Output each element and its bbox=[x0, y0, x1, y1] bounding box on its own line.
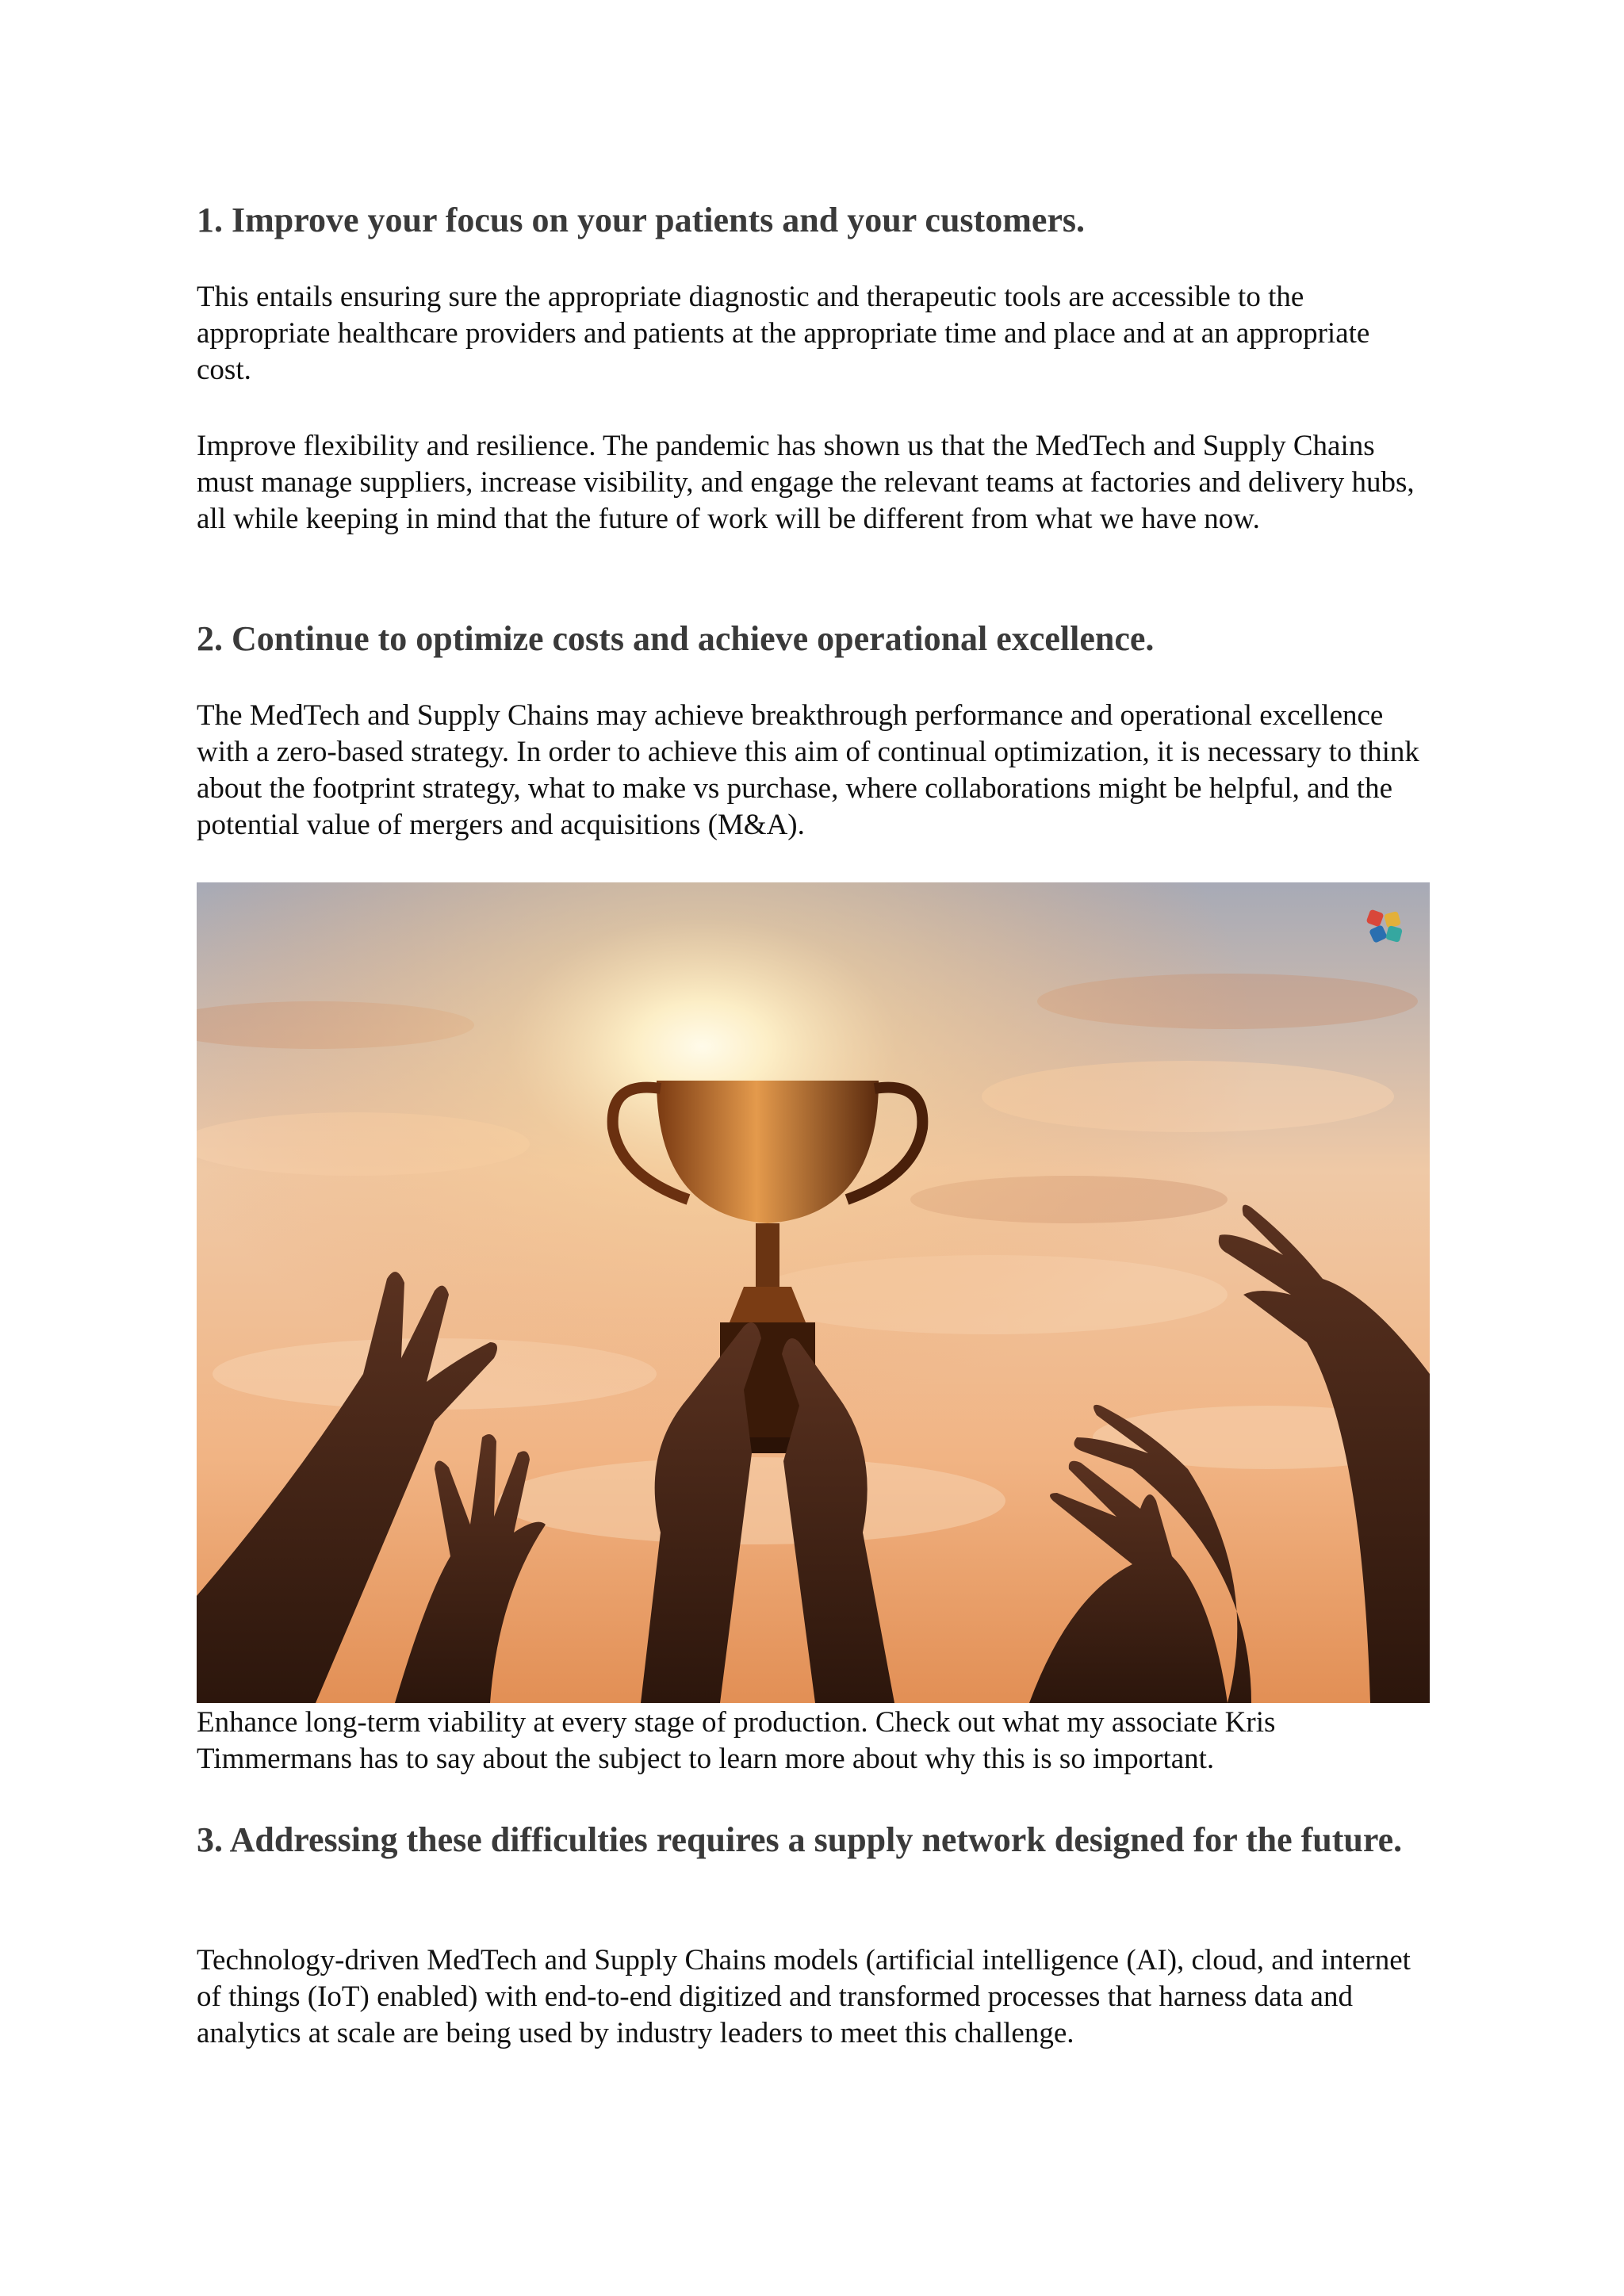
paragraph-3: The MedTech and Supply Chains may achieve breakthrough performance and operational excellence with a zero-based strategy. In order to achieve this aim of continual optimization, it is necessary to think about the footprint strategy, what to make vs purchase, where collaborations might be helpful, and the potential value of mergers and acquisitions (M&A). bbox=[197, 699, 1419, 841]
section-heading-1: 1. Improve your focus on your patients and your customers. bbox=[197, 201, 1086, 239]
colored-knot-logo-icon bbox=[1365, 905, 1406, 946]
section-heading-2: 2. Continue to optimize costs and achieve operational excellence. bbox=[197, 619, 1155, 658]
paragraph-2: Improve flexibility and resilience. The pandemic has shown us that the MedTech and Supply Chains must manage suppliers, increase visibility, and engage the relevant teams at factories and delivery hubs, all while keeping in mind that the future of work will be different from what we have now. bbox=[197, 430, 1415, 535]
paragraph-5: Technology-driven MedTech and Supply Chains models (artificial intelligence (AI), cloud, and internet of things (IoT) enabled) with end-to-end digitized and transformed processes that harness data and analytics at scale are being used by industry leaders to meet this challenge. bbox=[197, 1944, 1411, 2049]
section-heading-3: 3. Addressing these difficulties requires a supply network designed for the future. bbox=[197, 1820, 1403, 1859]
paragraph-4: Enhance long-term viability at every stage of production. Check out what my associate Kris Timmermans has to say about the subject to learn more about why this is so important. bbox=[197, 1706, 1276, 1775]
trophy-image bbox=[197, 882, 1430, 1703]
paragraph-1: This entails ensuring sure the appropriate diagnostic and therapeutic tools are accessible to the appropriate healthcare providers and patients at the appropriate time and place and at an appropriate cost. bbox=[197, 281, 1370, 386]
trophy-hands-illustration bbox=[197, 882, 1430, 1703]
